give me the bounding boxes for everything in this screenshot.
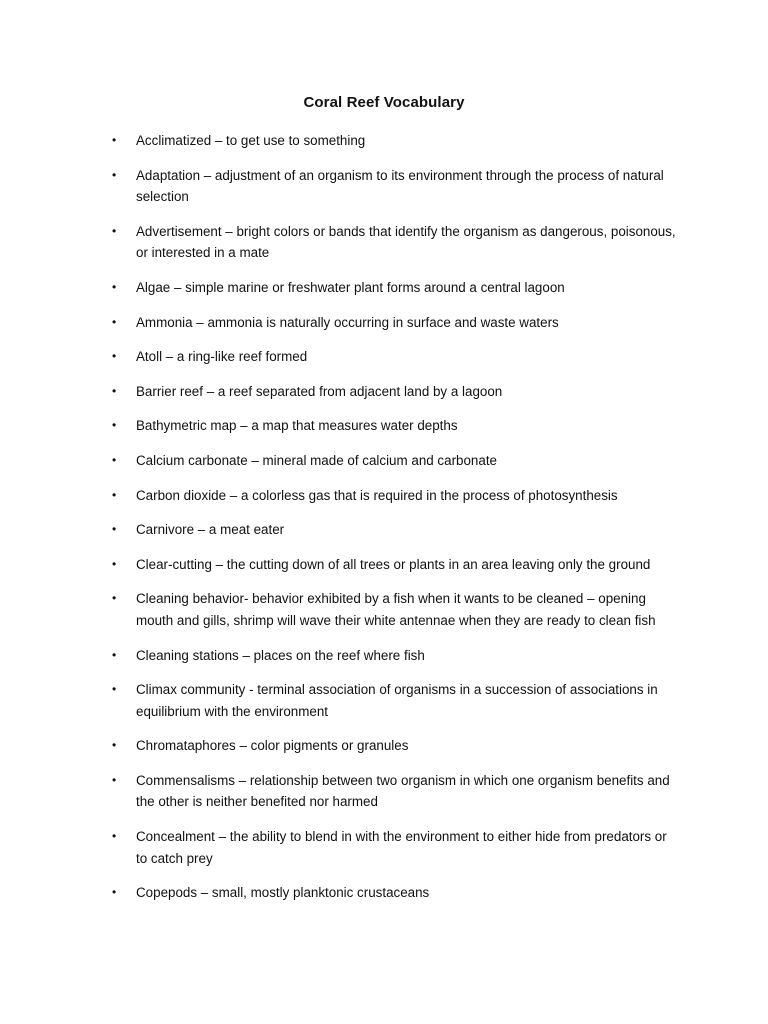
bullet-icon: •	[112, 682, 117, 697]
bullet-icon: •	[112, 383, 117, 398]
vocab-item	[112, 381, 677, 403]
vocab-item	[112, 554, 677, 576]
vocab-text: Chromataphores – color pigments or granules	[136, 738, 409, 754]
vocab-text: Calcium carbonate – mineral made of calcium and carbonate	[136, 452, 497, 468]
bullet-icon: •	[112, 647, 117, 662]
bullet-icon: •	[112, 418, 117, 433]
bullet-icon: •	[112, 223, 117, 238]
vocab-item	[112, 346, 677, 368]
vocab-text: Atoll – a ring-like reef formed	[136, 349, 308, 365]
vocab-text: Cleaning behavior- behavior exhibited by a fish when it wants to be cleaned – opening mouth and gills, shrimp will wave their white antennae when they are ready to clean fish	[136, 591, 656, 628]
vocab-item	[112, 826, 677, 869]
bullet-icon: •	[112, 167, 117, 182]
vocab-item	[112, 735, 677, 757]
vocab-text: Commensalisms – relationship between two organism in which one organism benefits and the other is neither benefited nor harmed	[136, 772, 670, 810]
bullet-icon: •	[112, 772, 117, 787]
bullet-icon: •	[112, 738, 117, 753]
vocab-text: Ammonia – ammonia is naturally occurring in surface and waste waters	[136, 314, 559, 330]
vocab-item	[112, 165, 677, 208]
vocab-item	[112, 312, 677, 334]
vocab-item	[112, 519, 677, 541]
vocab-text: Copepods – small, mostly planktonic crustaceans	[136, 885, 430, 901]
vocab-item	[112, 450, 677, 472]
vocab-text: Carnivore – a meat eater	[136, 522, 285, 538]
vocab-text: Bathymetric map – a map that measures water depths	[136, 418, 458, 434]
bullet-icon: •	[112, 349, 117, 364]
vocab-text: Carbon dioxide – a colorless gas that is required in the process of photosynthesis	[136, 487, 618, 503]
vocab-text: Concealment – the ability to blend in with the environment to either hide from predators or to catch prey	[136, 829, 667, 866]
bullet-icon: •	[112, 885, 117, 900]
vocab-item	[112, 679, 677, 722]
bullet-icon: •	[112, 487, 117, 502]
vocab-text: Climax community - terminal association of organisms in a succession of associations in equilibrium with the environment	[136, 682, 658, 719]
bullet-icon: •	[112, 591, 117, 606]
bullet-icon: •	[112, 556, 117, 571]
vocab-item	[112, 415, 677, 437]
vocab-item	[112, 277, 677, 299]
vocab-text: Acclimatized – to get use to something	[136, 133, 366, 148]
vocab-item	[112, 770, 677, 813]
vocab-item	[112, 645, 677, 667]
vocab-item	[112, 485, 677, 507]
bullet-icon: •	[112, 279, 117, 294]
document-title: Coral Reef Vocabulary	[303, 94, 465, 111]
vocab-item	[112, 221, 677, 264]
vocab-text: Adaptation – adjustment of an organism to its environment through the process of natural selection	[136, 167, 664, 205]
bullet-icon: •	[112, 829, 117, 844]
bullet-icon: •	[112, 314, 117, 329]
bullet-icon: •	[112, 133, 117, 147]
vocabulary-list	[112, 130, 677, 917]
vocab-text: Barrier reef – a reef separated from adjacent land by a lagoon	[136, 383, 503, 399]
vocab-text: Clear-cutting – the cutting down of all trees or plants in an area leaving only the ground	[136, 556, 651, 572]
bullet-icon: •	[112, 522, 117, 537]
vocab-item	[112, 130, 677, 152]
vocab-item	[112, 882, 677, 904]
bullet-icon: •	[112, 452, 117, 467]
vocab-item	[112, 588, 677, 631]
vocab-text: Algae – simple marine or freshwater plant forms around a central lagoon	[136, 279, 565, 295]
vocab-text: Advertisement – bright colors or bands that identify the organism as dangerous, poisonous, or interested in a mate	[136, 223, 676, 261]
vocab-text: Cleaning stations – places on the reef where fish	[136, 647, 425, 663]
